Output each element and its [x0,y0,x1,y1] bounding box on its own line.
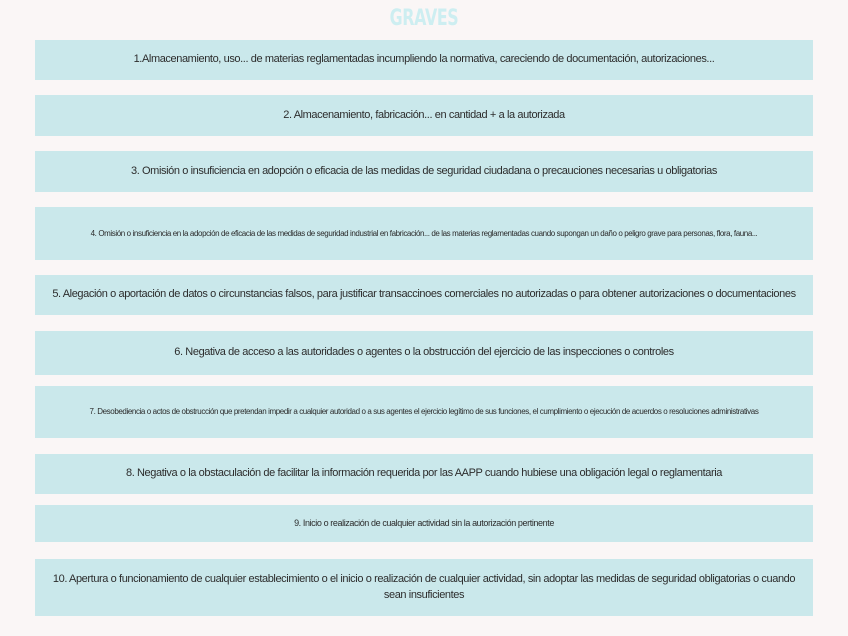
infraction-item-6-text: 6. Negativa de acceso a las autoridades o agentes o la obstrucción del ejercicio de las inspecciones o controles [174,346,674,359]
infraction-item-9-text: 9. Inicio o realización de cualquier actividad sin la autorización pertinente [294,517,554,528]
infraction-item-8 [35,454,813,494]
infraction-item-9 [35,505,813,542]
infraction-item-1-text: 1.Almacenamiento, uso... de materias reglamentadas incumpliendo la normativa, careciendo de documentación, autorizaciones... [133,53,715,66]
infraction-item-4-text: 4. Omisión o insuficiencia en la adopción de eficacia de las medidas de seguridad industrial en fabricación... de las materias reglamentadas cuando supongan un daño o peligro grave para personas, flora, fauna... [90,228,758,238]
infraction-item-5-text: 5. Alegación o aportación de datos o circunstancias falsos, para justificar transaccinoes comerciales no autorizadas o para obtener autorizaciones o documentaciones [52,288,796,301]
infraction-item-10-text: 10. Apertura o funcionamiento de cualquier establecimiento o el inicio o realización de cualquier actividad, sin adoptar las medidas de seguridad obligatorias o cuando sean insuficientes [52,572,796,601]
infraction-item-4 [35,207,813,260]
infraction-item-6 [35,331,813,375]
infraction-item-1 [35,40,813,80]
infraction-item-8-text: 8. Negativa o la obstaculación de facilitar la información requerida por las AAPP cuando hubiese una obligación legal o reglamentaria [125,467,722,480]
infraction-item-10 [35,559,813,616]
infraction-item-2-text: 2. Almacenamiento, fabricación... en cantidad + a la autorizada [283,108,565,121]
infraction-item-2 [35,95,813,136]
infraction-item-3 [35,151,813,192]
infraction-item-5 [35,275,813,315]
infraction-item-3-text: 3. Omisión o insuficiencia en adopción o eficacia de las medidas de seguridad ciudadana o precauciones necesarias u obligatorias [131,164,717,177]
page-title: GRAVES [389,6,459,31]
infraction-item-7-text: 7. Desobediencia o actos de obstrucción que pretendan impedir a cualquier autoridad o a sus agentes el ejercicio legítimo de sus funciones, el cumplimiento o ejecución de acuerdos o resoluciones administrativas [89,407,759,417]
infraction-item-7 [35,386,813,438]
